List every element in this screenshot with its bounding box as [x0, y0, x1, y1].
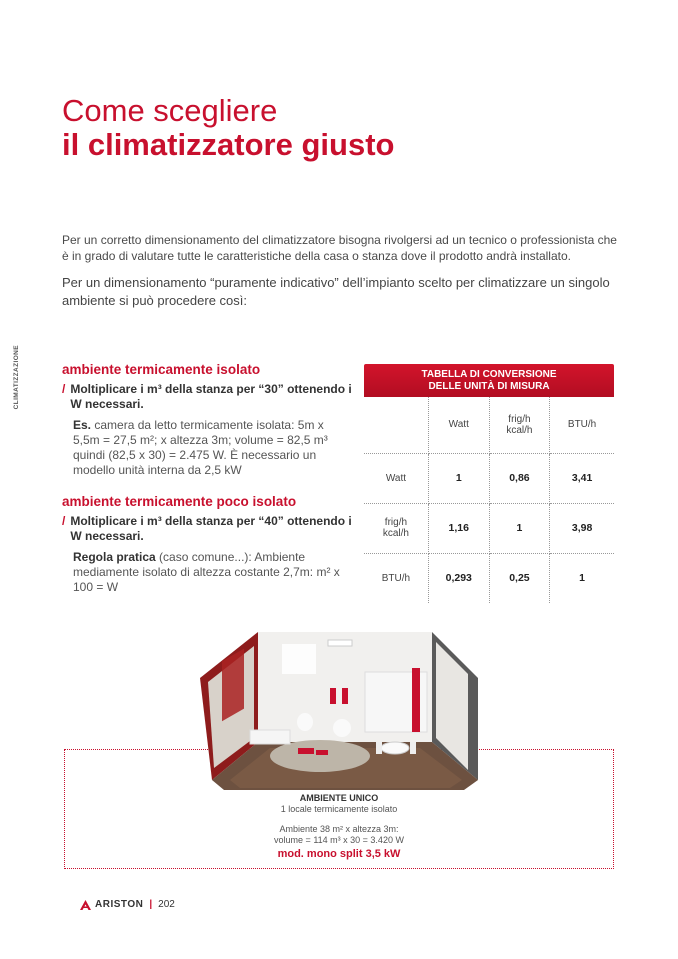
table-title-line-1: TABELLA DI CONVERSIONE [421, 369, 557, 380]
intro-block [62, 232, 622, 310]
example-label: Es. [73, 418, 92, 432]
column-header: Watt [428, 397, 489, 453]
rug [270, 740, 370, 772]
conversion-table [364, 364, 614, 603]
room-model: mod. mono split 3,5 kW [277, 848, 401, 860]
title-line-1: Come scegliere [62, 93, 278, 128]
rule-body: Moltiplicare i m³ della stanza per “40” ottenendo i W necessari. [70, 514, 352, 543]
room-detail-line-2: volume = 114 m³ x 30 = 3.420 W [274, 835, 404, 845]
footer-separator: | [149, 899, 153, 910]
intro-paragraph-2: Per un dimensionamento “puramente indicativo” dell’impianto scelto per climatizzare un singolo ambiente si può procedere così: [62, 275, 610, 308]
example-label: Regola pratica [73, 550, 156, 564]
window [282, 644, 316, 674]
armchair [297, 713, 313, 731]
table-cell: 1,16 [428, 503, 489, 553]
plant-pot [342, 688, 348, 704]
slash-marker: / [62, 382, 66, 396]
dining-table [381, 742, 409, 754]
section-poorly-isolated [62, 494, 352, 595]
conversion-table-header [364, 364, 614, 397]
table-row [364, 453, 614, 503]
column-header: frig/h kcal/h [489, 397, 549, 453]
side-section-label: CLIMATIZZAZIONE [13, 345, 20, 410]
table-cell: 0,25 [489, 553, 549, 603]
table-cell: 0,293 [428, 553, 489, 603]
title-line-2 [62, 128, 394, 162]
red-cushion [298, 748, 314, 754]
page-footer [80, 899, 175, 910]
rule-text [62, 514, 352, 544]
armchair [333, 719, 351, 737]
dining-chair [376, 742, 382, 754]
example-body: camera da letto termicamente isolata: 5m x 5,5m = 27,5 m²; x altezza 3m; volume = 82,5 m³ quindi (82,5 x 30) = 2.475 W. È necessario un modello unità interna da 2,5 kW [73, 418, 328, 477]
left-wall-panel [222, 649, 244, 722]
section-heading: ambiente termicamente poco isolato [62, 494, 297, 509]
title-line-2-bold: climatizzatore giusto [87, 127, 395, 162]
table-corner-cell [364, 397, 428, 453]
page-number: 202 [158, 899, 175, 910]
room-illustration [200, 630, 478, 790]
room-detail [200, 824, 478, 846]
dining-chair [410, 742, 416, 754]
brand-name: ARISTON [95, 899, 144, 910]
section-heading: ambiente termicamente isolato [62, 362, 261, 377]
row-header: frig/h kcal/h [364, 503, 428, 553]
room-title: AMBIENTE UNICO [299, 793, 379, 803]
table-header-row [364, 397, 614, 453]
table-cell: 3,41 [550, 453, 614, 503]
plant-pot [330, 688, 336, 704]
table-row [364, 503, 614, 553]
red-cushion [316, 750, 328, 755]
table-cell: 1 [550, 553, 614, 603]
sofa [250, 730, 290, 744]
room-detail-line-1: Ambiente 38 m² x altezza 3m: [279, 824, 399, 834]
column-header: BTU/h [550, 397, 614, 453]
red-shelf [412, 668, 420, 732]
conversion-grid [364, 397, 614, 603]
room-subtitle: 1 locale termicamente isolato [280, 804, 398, 814]
ariston-logo-icon [80, 900, 91, 910]
room-render [200, 630, 478, 790]
table-cell: 3,98 [550, 503, 614, 553]
example-text [73, 550, 352, 595]
intro-paragraph-1: Per un corretto dimensionamento del climatizzatore bisogna rivolgersi ad un tecnico o professionista che è in grado di valutare tutte le caratteristiche della casa o stanza dove il prodotto andrà installato. [62, 233, 617, 263]
row-header: Watt [364, 453, 428, 503]
table-row [364, 553, 614, 603]
page-title [62, 94, 394, 162]
room-caption [200, 793, 478, 860]
example-body: (caso comune...): Ambiente mediamente isolato di altezza costante 2,7m: m² x 100 = W [73, 550, 340, 594]
table-cell: 1 [489, 503, 549, 553]
slash-marker: / [62, 514, 66, 528]
section-isolated [62, 362, 352, 478]
title-line-2-prefix: il [62, 127, 88, 162]
table-title-line-2: DELLE UNITÀ DI MISURA [428, 381, 550, 392]
rule-body: Moltiplicare i m³ della stanza per “30” ottenendo i W necessari. [70, 382, 352, 411]
row-header: BTU/h [364, 553, 428, 603]
example-text [73, 418, 352, 478]
rule-text [62, 382, 352, 412]
ac-indoor-unit [328, 640, 352, 646]
table-cell: 1 [428, 453, 489, 503]
table-cell: 0,86 [489, 453, 549, 503]
sizing-rules [62, 362, 352, 595]
